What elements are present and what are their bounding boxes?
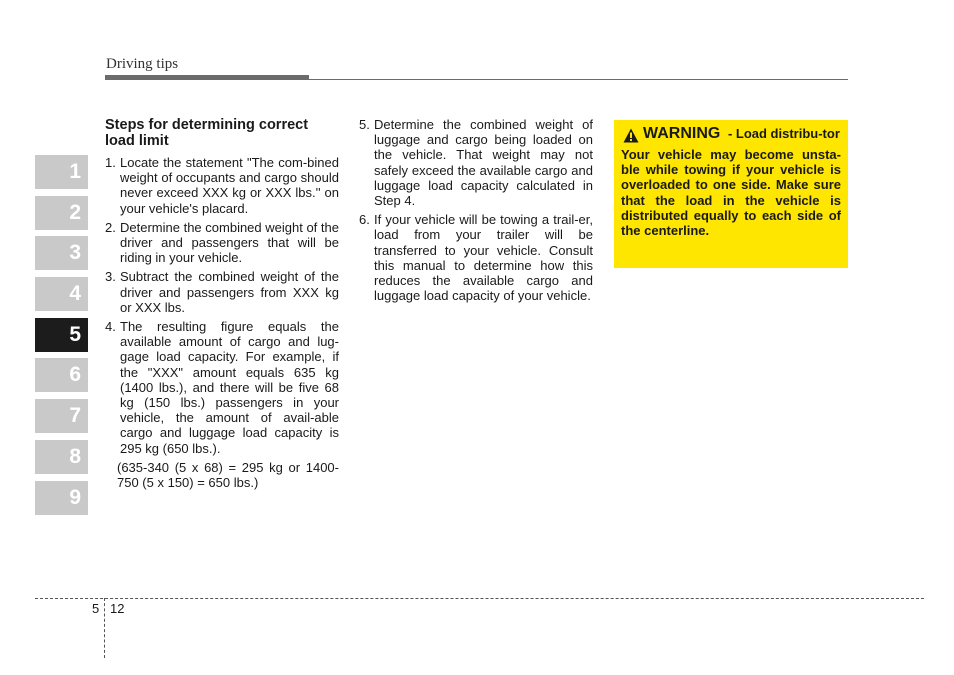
step-number: 1. [105, 155, 116, 170]
step-text: Subtract the combined weight of the driver and passengers from XXX kg or XXX lbs. [120, 269, 339, 315]
list-item [359, 117, 593, 208]
steps-list-continued [359, 117, 593, 303]
column-left [105, 117, 339, 490]
chapter-tab-9[interactable]: 9 [35, 481, 88, 515]
step-number: 5. [359, 117, 370, 132]
chapter-tab-4[interactable]: 4 [35, 277, 88, 311]
step-text: If your vehicle will be towing a trail-er, load from your trailer will be transferred to your vehicle. Consult this manual to determine how this reduces the available cargo and luggage load capacity of your vehicle. [374, 212, 593, 304]
chapter-tab-8[interactable]: 8 [35, 440, 88, 474]
footer-divider [35, 598, 924, 599]
step-text: Determine the combined weight of luggage and cargo being loaded on the vehicle. That weight may not safely exceed the available cargo and luggage load capacity calculated in Step 4. [374, 117, 593, 209]
header-rule-thick [105, 75, 309, 80]
footer-vertical-divider [104, 598, 105, 658]
page-chapter-number: 5 [92, 601, 100, 616]
chapter-tab-7[interactable]: 7 [35, 399, 88, 433]
chapter-tab-2[interactable]: 2 [35, 196, 88, 230]
section-title: Driving tips [106, 56, 179, 72]
steps-list [105, 155, 339, 456]
chapter-tab-3[interactable]: 3 [35, 236, 88, 270]
step-text: The resulting figure equals the available amount of cargo and lug-gage load capacity. For example, if the "XXX" amount equals 635 kg (1400 lbs.), and there will be five 68 kg (150 lbs.) passengers in your vehicle, the amount of avail-able cargo and luggage load capacity is 295 kg (650 lbs.). [120, 319, 339, 456]
warning-body: Your vehicle may become unsta-ble while towing if your vehicle is overloaded to one side. Make sure that the load in the vehicle is distributed equally to each side of the centerline. [621, 147, 841, 239]
warning-triangle-icon [623, 128, 639, 143]
header-rule-thin [309, 79, 848, 80]
page-number: 12 [110, 601, 125, 616]
list-item [359, 212, 593, 303]
warning-box [614, 120, 848, 268]
step-text: Locate the statement "The com-bined weight of occupants and cargo should never exceed XXX kg or XXX lbs.'' on your vehicle's placard. [120, 155, 339, 216]
chapter-tab-1[interactable]: 1 [35, 155, 88, 189]
calculation-example: (635-340 (5 x 68) = 295 kg or 1400-750 (5 x 150) = 650 lbs.) [117, 459, 339, 491]
step-number: 3. [105, 269, 116, 285]
warning-label: WARNING [643, 125, 721, 142]
step-number: 6. [359, 212, 370, 228]
chapter-tabs [35, 155, 88, 521]
list-item [105, 319, 339, 456]
column-middle [359, 117, 593, 307]
warning-header [621, 126, 841, 143]
section-heading: Steps for determining correct load limit [105, 117, 309, 149]
warning-subtitle: - Load distribu-tor [727, 126, 840, 141]
chapter-tab-5-active[interactable]: 5 [35, 318, 88, 352]
step-text: Determine the combined weight of the driver and passengers that will be riding in your vehicle. [120, 219, 339, 266]
list-item [105, 155, 339, 216]
list-item [105, 220, 339, 266]
chapter-tab-6[interactable]: 6 [35, 358, 88, 392]
list-item [105, 269, 339, 315]
step-number: 4. [105, 319, 116, 335]
step-number: 2. [105, 219, 116, 235]
